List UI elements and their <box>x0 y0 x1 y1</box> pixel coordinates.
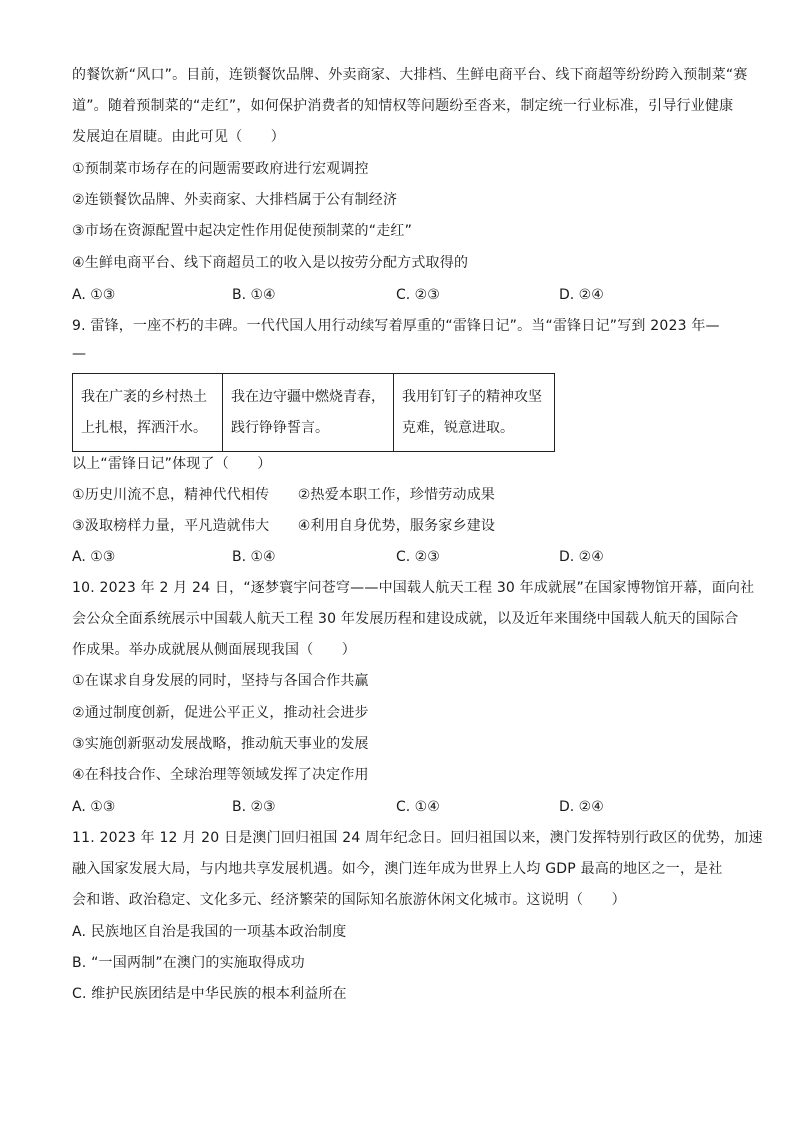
q8-option-c[interactable]: C. ②③ <box>396 287 440 303</box>
q9-stem-line: 9. 雷锋，一座不朽的丰碑。一代代国人用行动续写着厚重的“雷锋日记”。当“雷锋日记”写到 2023 年— <box>72 318 720 334</box>
q9-option-a[interactable]: A. ①③ <box>72 549 116 565</box>
q9-diary-table <box>72 373 555 452</box>
q11-stem-line: 11. 2023 年 12 月 20 日是澳门回归祖国 24 周年纪念日。回归祖国以来，澳门发挥特别行政区的优势，加速 <box>72 830 763 846</box>
table-cell <box>223 374 394 452</box>
cell-line: 我在边守疆中燃烧青春， <box>231 389 385 405</box>
q10-stem-line: 会公众全面系统展示中国载人航天工程 30 年发展历程和建设成就，以及近年来围绕中国载人航天的国际合 <box>72 611 739 627</box>
q10-option-a[interactable]: A. ①③ <box>72 799 116 815</box>
q8-stem-line: 的餐饮新“风口”。目前，连锁餐饮品牌、外卖商家、大排档、生鲜电商平台、线下商超等纷纷跨入预制菜“赛 <box>72 67 748 83</box>
q8-statement: ④生鲜电商平台、线下商超员工的收入是以按劳分配方式取得的 <box>72 255 469 271</box>
q11-option-c[interactable]: C. 维护民族团结是中华民族的根本利益所在 <box>72 986 347 1002</box>
table-cell <box>394 374 555 452</box>
q9-option-d[interactable]: D. ②④ <box>559 549 604 565</box>
q10-statement: ③实施创新驱动发展战略，推动航天事业的发展 <box>72 736 369 752</box>
q9-option-c[interactable]: C. ②③ <box>396 549 440 565</box>
q8-option-b[interactable]: B. ①④ <box>232 287 276 303</box>
q10-statement: ④在科技合作、全球治理等领域发挥了决定作用 <box>72 767 369 783</box>
q10-statement: ②通过制度创新，促进公平正义，推动社会进步 <box>72 705 369 721</box>
q10-option-c[interactable]: C. ①④ <box>396 799 440 815</box>
table-row <box>73 374 555 452</box>
cell-line: 践行铮铮誓言。 <box>231 420 329 436</box>
q9-statement: ①历史川流不息，精神代代相传 ②热爱本职工作，珍惜劳动成果 <box>72 487 496 503</box>
q8-statement: ③市场在资源配置中起决定性作用促使预制菜的“走红” <box>72 223 413 239</box>
q8-stem-line: 发展迫在眉睫。由此可见（ ） <box>72 129 285 145</box>
cell-line: 上扎根，挥洒汗水。 <box>81 420 207 436</box>
cell-line: 我用钉钉子的精神攻坚 <box>402 389 542 405</box>
q10-options <box>72 797 632 817</box>
q8-options <box>72 285 632 305</box>
cell-line: 我在广袤的乡村热土 <box>81 389 207 405</box>
q8-option-a[interactable]: A. ①③ <box>72 287 116 303</box>
q9-statement: ③汲取榜样力量，平凡造就伟大 ④利用自身优势，服务家乡建设 <box>72 518 496 534</box>
q11-option-a[interactable]: A. 民族地区自治是我国的一项基本政治制度 <box>72 924 347 940</box>
table-cell <box>73 374 223 452</box>
q11-stem-line: 会和谐、政治稳定、文化多元、经济繁荣的国际知名旅游休闲文化城市。这说明（ ） <box>72 892 626 908</box>
q8-statement: ②连锁餐饮品牌、外卖商家、大排档属于公有制经济 <box>72 192 398 208</box>
q10-statement: ①在谋求自身发展的同时，坚持与各国合作共赢 <box>72 673 369 689</box>
q8-statement: ①预制菜市场存在的问题需要政府进行宏观调控 <box>72 161 369 177</box>
q10-stem-line: 作成果。举办成就展从侧面展现我国（ ） <box>72 642 356 658</box>
q10-option-b[interactable]: B. ②③ <box>232 799 276 815</box>
q11-option-b[interactable]: B. “一国两制”在澳门的实施取得成功 <box>72 955 305 971</box>
cell-line: 克难，锐意进取。 <box>402 420 514 436</box>
q10-option-d[interactable]: D. ②④ <box>559 799 604 815</box>
q9-stem-line: — <box>72 346 87 362</box>
q9-prompt: 以上“雷锋日记”体现了（ ） <box>72 456 272 472</box>
q9-option-b[interactable]: B. ①④ <box>232 549 276 565</box>
q11-stem-line: 融入国家发展大局，与内地共享发展机遇。如今，澳门连年成为世界上人均 GDP 最高的地区之一，是社 <box>72 861 723 877</box>
q8-stem-line: 道”。随着预制菜的“走红”，如何保护消费者的知情权等问题纷至沓来，制定统一行业标准，引导行业健康 <box>72 98 734 114</box>
q9-options <box>72 547 632 567</box>
q10-stem-line: 10. 2023 年 2 月 24 日，“逐梦寰宇问苍穹——中国载人航天工程 30 年成就展”在国家博物馆开幕，面向社 <box>72 580 755 596</box>
q8-option-d[interactable]: D. ②④ <box>559 287 604 303</box>
